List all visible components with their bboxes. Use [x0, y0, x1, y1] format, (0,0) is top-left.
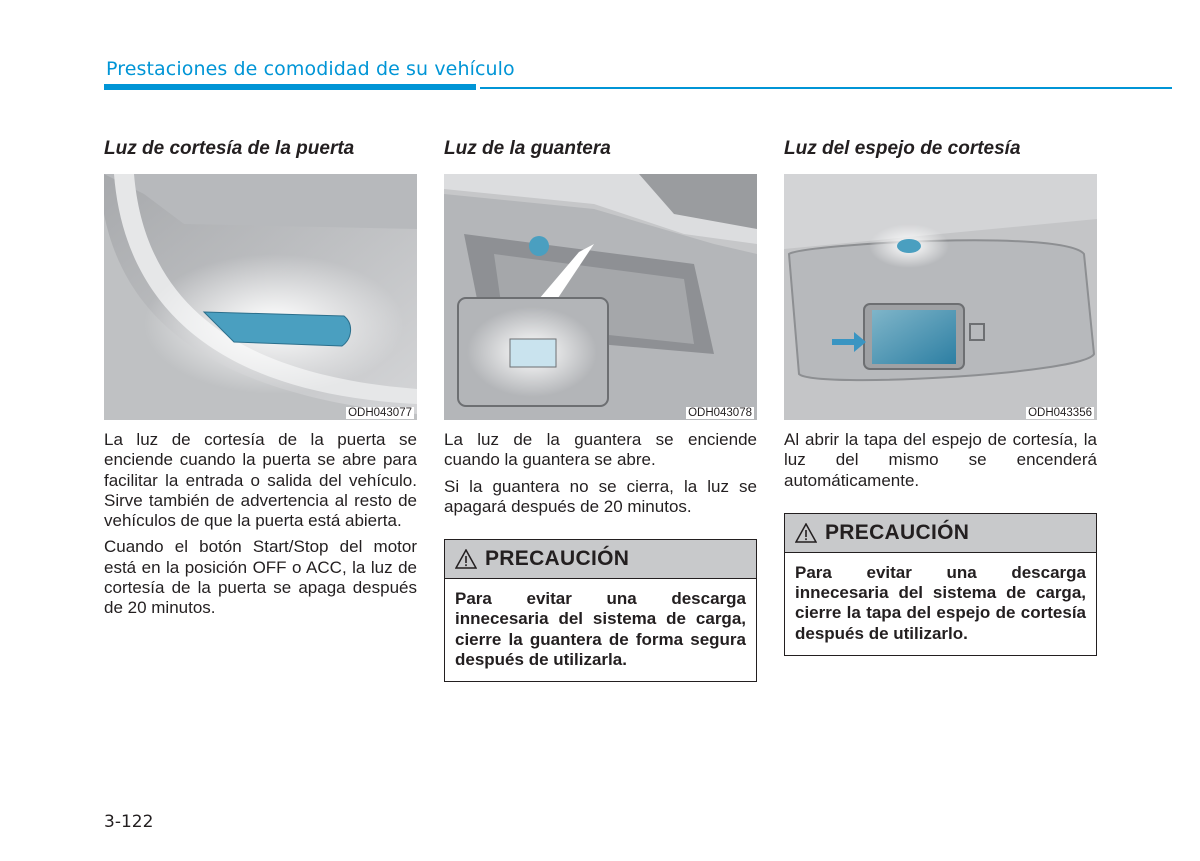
figure-code: ODH043078 [688, 407, 752, 419]
paragraph: Cuando el botón Start/Stop del motor está en la posición OFF o ACC, la luz de cortesía de la puerta se apaga después de 20 minutos. [104, 537, 417, 618]
section-door-light [104, 138, 417, 619]
section-vanity-mirror-light [784, 138, 1097, 656]
caution-box [444, 539, 757, 682]
figure-code: ODH043356 [1028, 407, 1092, 419]
header-rule-thick [104, 84, 476, 90]
header-rule-thin [480, 87, 1172, 89]
section-title: Luz de cortesía de la puerta [104, 138, 355, 159]
paragraph: Al abrir la tapa del espejo de cortesía, la luz del mismo se encenderá automáticamente. [784, 430, 1097, 490]
caution-header [445, 540, 756, 579]
warning-triangle-icon [795, 523, 817, 543]
page-number: 3-122 [104, 812, 154, 832]
caution-text: Para evitar una descarga innecesaria del sistema de carga, cierre la guantera de forma segura después de utilizarla. [455, 589, 746, 670]
caution-header [785, 514, 1096, 553]
section-glovebox-light [444, 138, 757, 682]
caution-text: Para evitar una descarga innecesaria del sistema de carga, cierre la tapa del espejo de cortesía después de utilizarlo. [795, 562, 1086, 643]
vanity-mirror-light-illustration [784, 174, 1097, 420]
caution-title: PRECAUCIÓN [825, 520, 970, 544]
section-title: Luz de la guantera [444, 138, 611, 159]
figure-code: ODH043077 [348, 407, 412, 419]
glovebox-light-illustration [444, 174, 757, 420]
section-title: Luz del espejo de cortesía [784, 138, 1021, 159]
header-title: Prestaciones de comodidad de su vehículo [106, 58, 515, 80]
door-courtesy-light-illustration [104, 174, 417, 420]
warning-triangle-icon [455, 549, 477, 569]
paragraph: La luz de cortesía de la puerta se enciende cuando la puerta se abre para facilitar la entrada o salida del vehículo. Sirve también de advertencia al resto de vehículos de que la puerta está abierta. [104, 430, 417, 531]
caution-box [784, 513, 1097, 656]
caution-title: PRECAUCIÓN [485, 547, 630, 571]
paragraph: Si la guantera no se cierra, la luz se apagará después de 20 minutos. [444, 476, 757, 516]
paragraph: La luz de la guantera se enciende cuando la guantera se abre. [444, 430, 757, 470]
